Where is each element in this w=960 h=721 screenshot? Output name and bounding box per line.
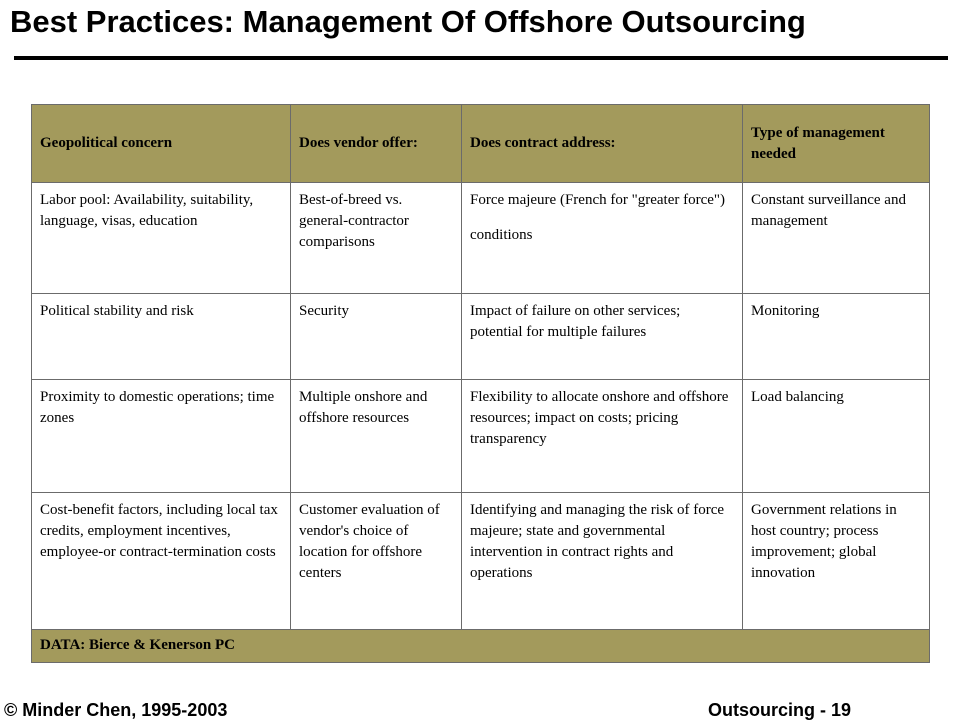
table-cell: Impact of failure on other services; potential for multiple failures bbox=[462, 294, 743, 380]
slide-title: Best Practices: Management Of Offshore Outsourcing bbox=[10, 4, 806, 39]
table-row bbox=[32, 183, 930, 294]
table-cell: Cost-benefit factors, including local tax credits, employment incentives, employee-or contract-termination costs bbox=[32, 493, 291, 630]
table-cell: Customer evaluation of vendor's choice of location for offshore centers bbox=[291, 493, 462, 630]
table-cell: Security bbox=[291, 294, 462, 380]
table-row bbox=[32, 294, 930, 380]
table-cell: Multiple onshore and offshore resources bbox=[291, 380, 462, 493]
table-cell: Political stability and risk bbox=[32, 294, 291, 380]
copyright-footer: © Minder Chen, 1995-2003 bbox=[4, 700, 228, 720]
source-row bbox=[32, 630, 930, 663]
source-note: DATA: Bierce & Kenerson PC bbox=[32, 630, 930, 663]
table-cell: Constant surveillance and management bbox=[743, 183, 930, 294]
table-row bbox=[32, 380, 930, 493]
table-cell: Force majeure (French for "greater force") conditions bbox=[462, 183, 743, 294]
table-cell: Load balancing bbox=[743, 380, 930, 493]
table-cell: Labor pool: Availability, suitability, language, visas, education bbox=[32, 183, 291, 294]
table-cell: Flexibility to allocate onshore and offshore resources; impact on costs; pricing transparency bbox=[462, 380, 743, 493]
table-header-row bbox=[32, 105, 930, 183]
table-cell: Government relations in host country; process improvement; global innovation bbox=[743, 493, 930, 630]
table-cell: Best-of-breed vs. general-contractor comparisons bbox=[291, 183, 462, 294]
best-practices-table bbox=[31, 104, 930, 663]
column-header: Does vendor offer: bbox=[291, 105, 462, 183]
table-row bbox=[32, 493, 930, 630]
column-header: Type of management needed bbox=[743, 105, 930, 183]
column-header: Geopolitical concern bbox=[32, 105, 291, 183]
slide-number-footer: Outsourcing - 19 bbox=[708, 700, 852, 720]
column-header: Does contract address: bbox=[462, 105, 743, 183]
table-cell: Proximity to domestic operations; time zones bbox=[32, 380, 291, 493]
title-underline bbox=[14, 56, 948, 60]
table-cell: Monitoring bbox=[743, 294, 930, 380]
table-cell: Identifying and managing the risk of force majeure; state and governmental intervention in contract rights and operations bbox=[462, 493, 743, 630]
